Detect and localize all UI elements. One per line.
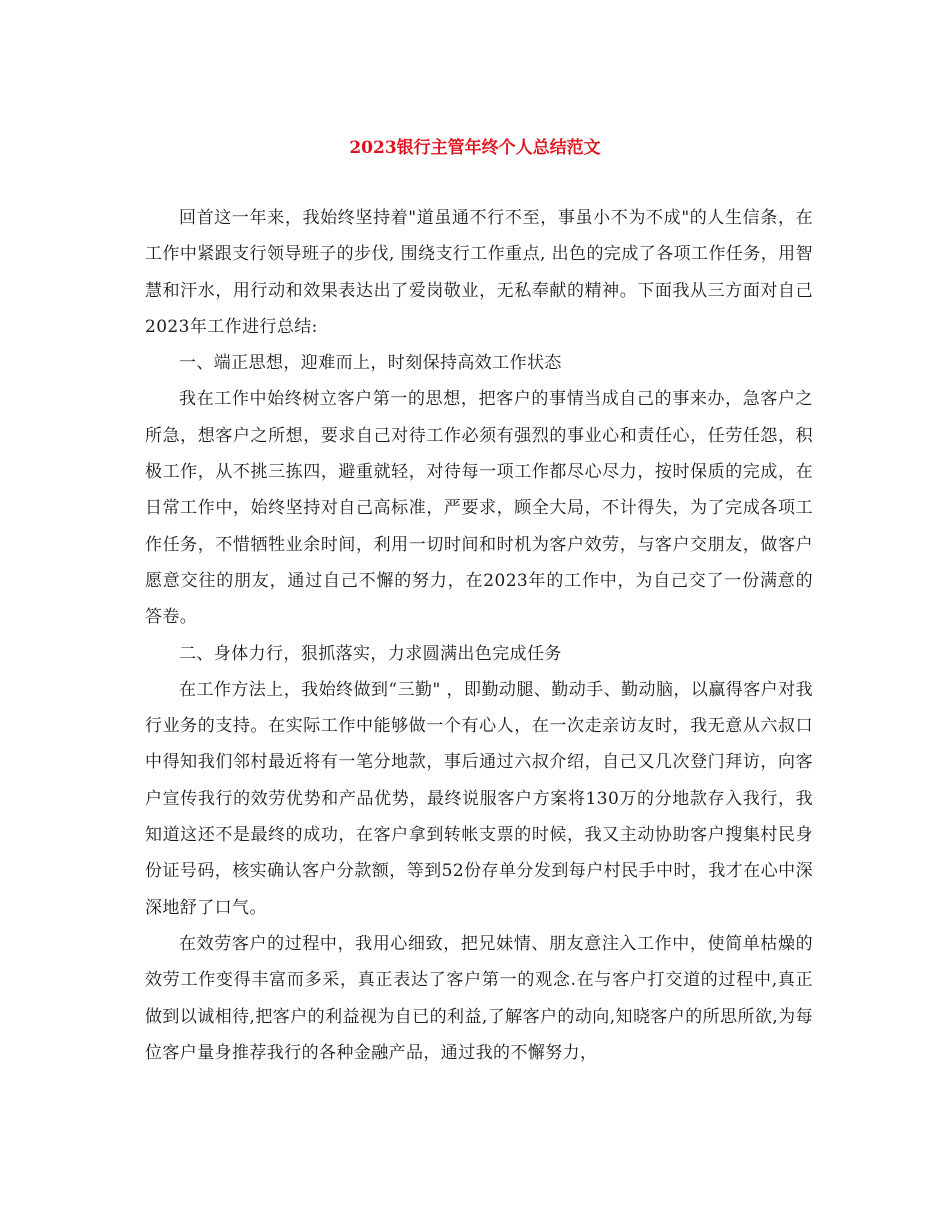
document-title: 2023银行主管年终个人总结范文 bbox=[349, 138, 601, 158]
paragraph-section-2: 在工作方法上，我始终做到“三勤" ，即勤动腿、勤动手、勤动脑，以赢得客户对我行业务的支持。在实际工作中能够做一个有心人，在一次走亲访友时，我无意从六叔口中得知我们邻村最近将有一笔分地款，事后通过六叔介绍，自己又几次登门拜访，向客户宣传我行的效劳优势和产品优势，最终说服客户方案将130万的分地款存入我行，我知道这还不是最终的成功，在客户拿到转帐支票的时候，我又主动协助客户搜集村民身份证号码，核实确认客户分款额，等到52份存单分发到每户村民手中时，我才在心中深深地舒了口气。 bbox=[145, 679, 813, 918]
paragraph-intro: 回首这一年来，我始终坚持着"道虽通不行不至，事虽小不为不成"的人生信条，在工作中紧跟支行领导班子的步伐, 围绕支行工作重点, 出色的完成了各项工作任务，用智慧和汗水，用行动和效果表达出了爱岗敬业，无私奉献的精神。下面我从三方面对自己2023年工作进行总结: bbox=[145, 208, 813, 337]
section-heading-1: 一、端正思想，迎难而上，时刻保持高效工作状态 bbox=[179, 353, 562, 374]
paragraph-service: 在效劳客户的过程中，我用心细致，把兄妹情、朋友意注入工作中，使简单枯燥的效劳工作变得丰富而多采，真正表达了客户第一的观念.在与客户打交道的过程中,真正做到以诚相待,把客户的利益视为自已的利益,了解客户的动向,知晓客户的所思所欲,为每位客户量身推荐我行的各种金融产品，通过我的不懈努力， bbox=[145, 933, 813, 1063]
section-heading-2: 二、身体力行，狠抓落实，力求圆满出色完成任务 bbox=[179, 643, 562, 664]
paragraph-section-1: 我在工作中始终树立客户第一的思想，把客户的事情当成自己的事来办，急客户之所急，想客户之所想，要求自己对待工作必须有强烈的事业心和责任心，任劳任怨，积极工作，从不挑三拣四，避重就轻，对待每一项工作都尽心尽力，按时保质的完成，在日常工作中，始终坚持对自己高标准，严要求，顾全大局，不计得失，为了完成各项工作任务，不惜牺牲业余时间，利用一切时间和时机为客户效劳，与客户交朋友，做客户愿意交往的朋友，通过自己不懈的努力，在2023年的工作中，为自己交了一份满意的答卷。 bbox=[145, 389, 813, 628]
document-body bbox=[145, 200, 813, 1071]
